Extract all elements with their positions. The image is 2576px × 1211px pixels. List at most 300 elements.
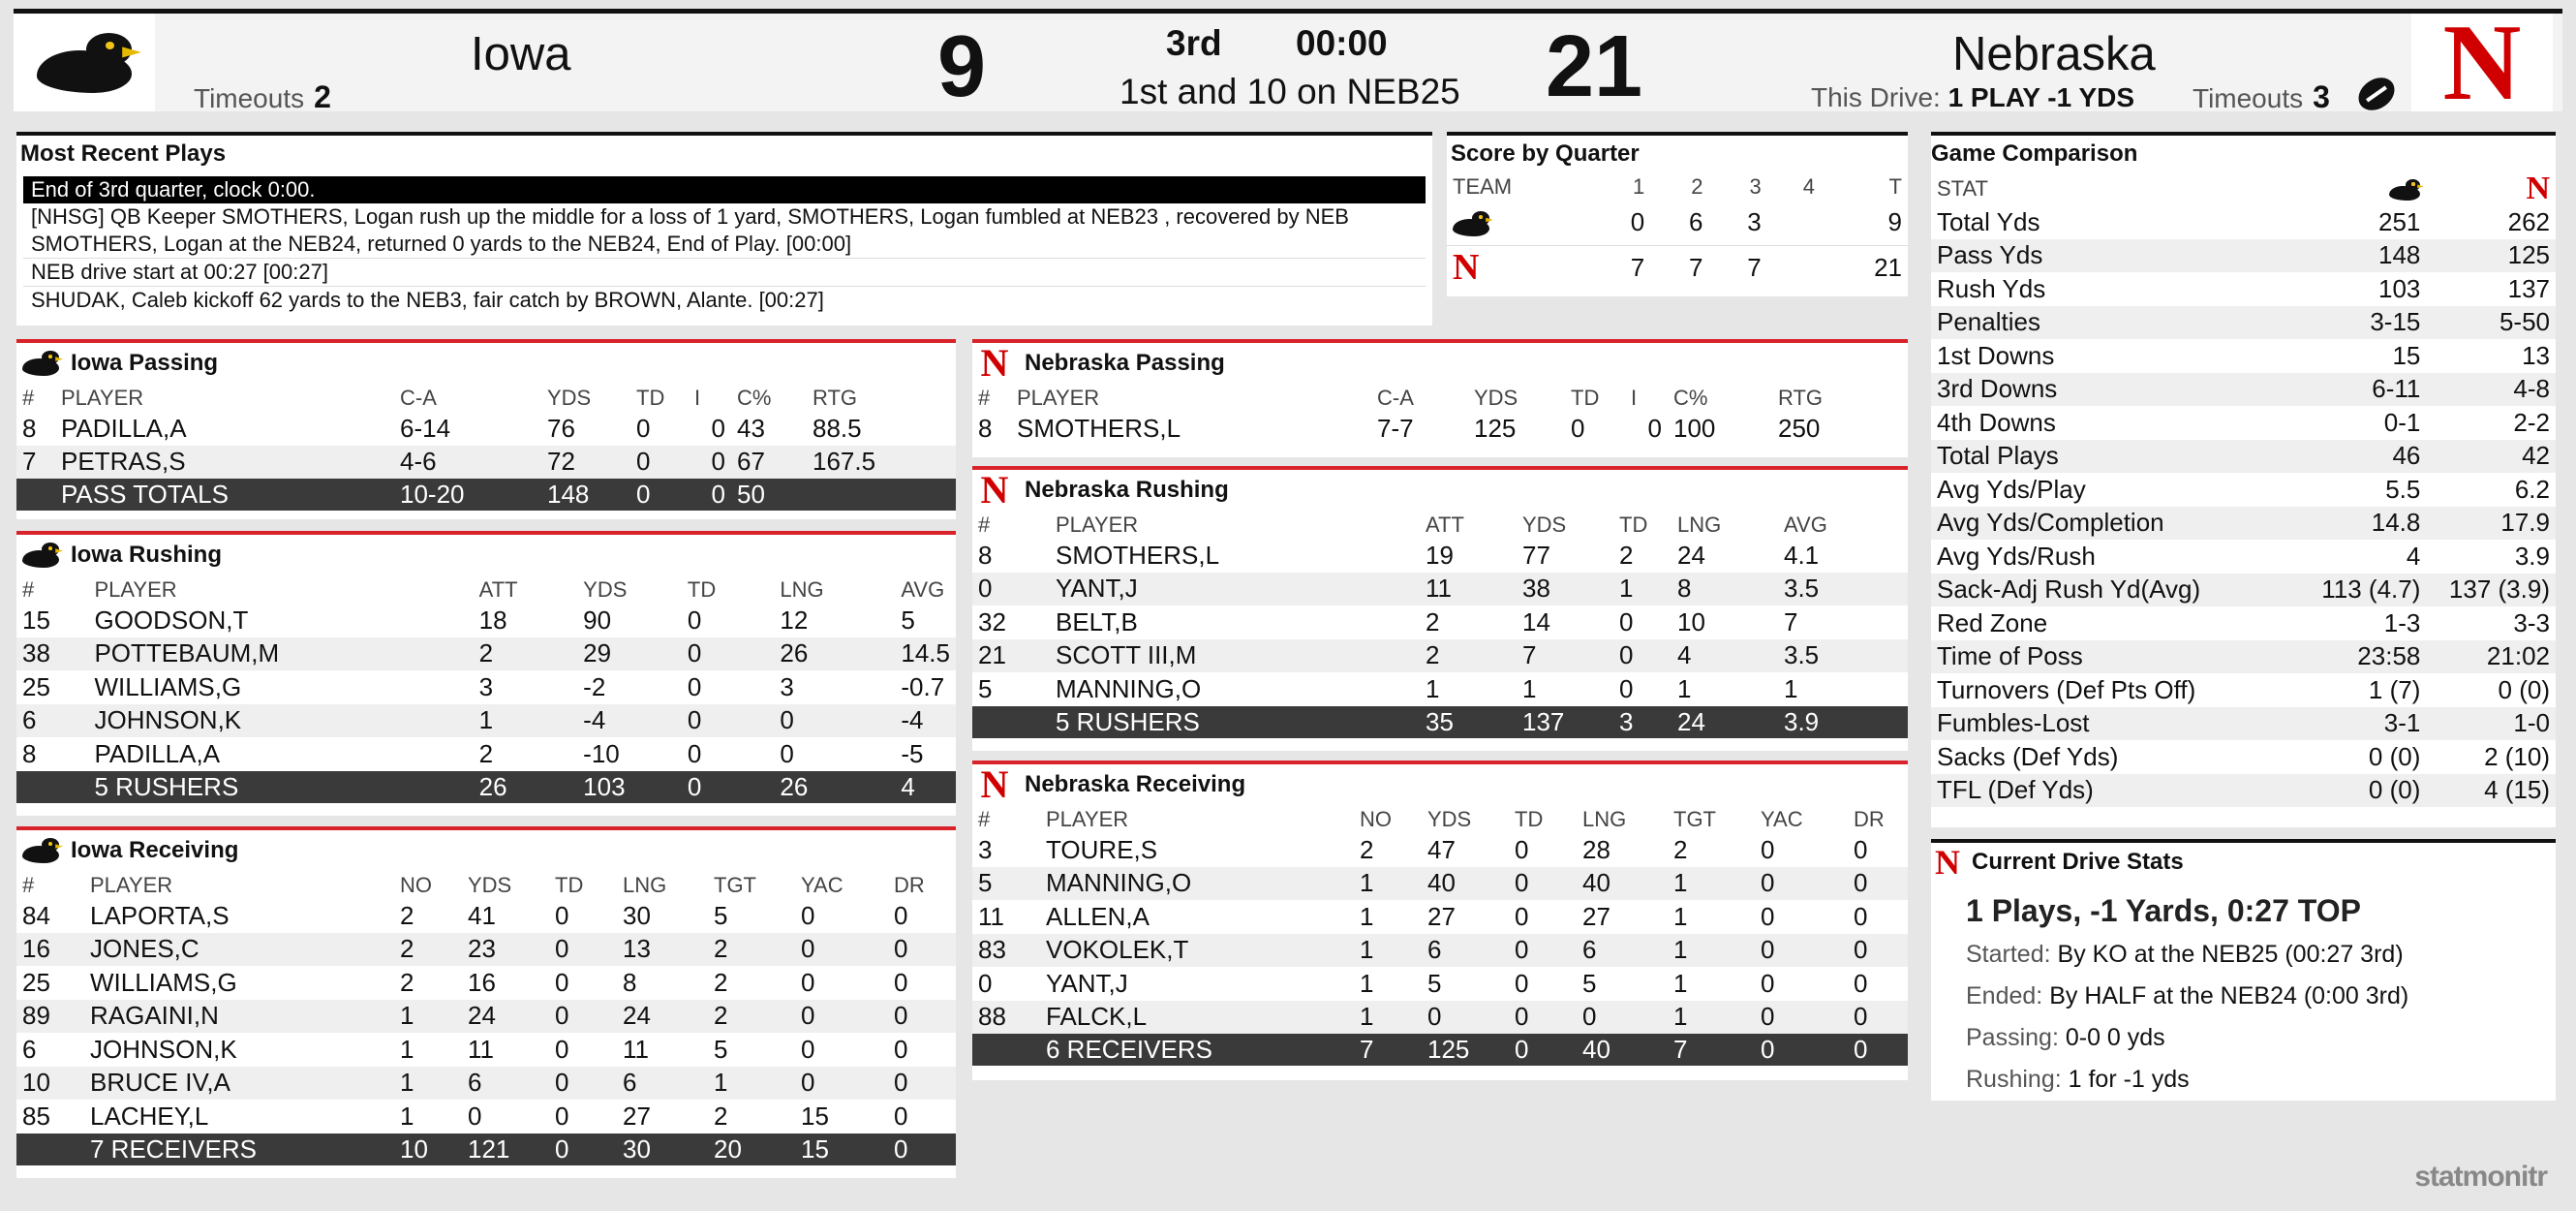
nebraska-value: 0 (0) <box>2498 674 2550 704</box>
this-drive: This Drive: 1 PLAY -1 YDS <box>1811 82 2135 112</box>
table-cell: 32 <box>978 606 1006 637</box>
table-cell: WILLIAMS,G <box>90 967 237 997</box>
table-cell: 0 <box>894 900 908 930</box>
neb-total: 21 <box>1874 252 1902 282</box>
table-cell: 6 <box>1582 935 1597 965</box>
totals-row <box>972 1034 1908 1066</box>
total-cell: 148 <box>541 479 630 511</box>
column-header: TGT <box>714 872 756 897</box>
comparison-row <box>1931 306 2556 340</box>
table-cell: -4 <box>901 705 924 735</box>
home-score: 9 <box>937 18 987 115</box>
table-cell: 76 <box>547 413 575 443</box>
comparison-row <box>1931 540 2556 574</box>
panel-title: Iowa Receiving <box>71 837 239 863</box>
total-cell: 0 <box>1509 1034 1577 1066</box>
table-cell: 4 <box>1677 640 1692 670</box>
panel-title: Nebraska Rushing <box>1025 477 1229 503</box>
table-cell: 2 <box>714 1001 728 1031</box>
table-cell: 88.5 <box>813 413 862 443</box>
play-item: End of 3rd quarter, clock 0:00. <box>23 176 1426 203</box>
iowa-rushing-header <box>16 535 956 575</box>
table-cell: 72 <box>547 447 575 477</box>
table-cell: 26 <box>780 638 809 668</box>
total-cell: 0 <box>1848 1034 1908 1066</box>
comparison-row <box>1931 774 2556 808</box>
table-cell: 0 <box>1619 606 1634 637</box>
table-cell: -10 <box>583 738 620 768</box>
column-header: LNG <box>1677 512 1722 537</box>
nebraska-n-icon: N <box>1935 843 1960 882</box>
table-cell: 7 <box>1784 606 1798 637</box>
table-cell: 15 <box>22 605 50 635</box>
table-cell: 0 <box>555 900 569 930</box>
table-cell: -0.7 <box>901 671 945 701</box>
table-row <box>16 1000 956 1034</box>
drive-rushing: Rushing: 1 for -1 yds <box>1966 1066 2190 1093</box>
table-cell: 0 <box>978 968 993 998</box>
comparison-row <box>1931 640 2556 674</box>
table-row <box>16 446 956 480</box>
table-cell: 84 <box>22 900 50 930</box>
table-cell: 11 <box>623 1034 649 1064</box>
table-cell: 0 <box>801 967 815 997</box>
away-team-name: Nebraska <box>1952 28 2156 80</box>
table-cell: 1 <box>1360 935 1374 965</box>
table-cell: 0 <box>894 1101 908 1131</box>
iowa-value: 0 (0) <box>2368 741 2421 771</box>
nebraska-team-cell <box>1447 245 1592 290</box>
table-cell: 0 <box>687 638 702 668</box>
nebraska-rushing-table <box>972 511 1908 738</box>
total-cell: 0 <box>689 479 731 511</box>
table-row <box>16 704 956 738</box>
table-cell: 250 <box>1778 413 1821 443</box>
table-cell: 5 <box>978 673 993 703</box>
table-cell: 4-6 <box>400 447 437 477</box>
nebraska-value: 5-50 <box>2499 307 2550 337</box>
nebraska-rushing-header <box>972 470 1908 511</box>
column-header: C-A <box>1377 385 1414 410</box>
table-cell: SCOTT III,M <box>1056 640 1197 670</box>
column-header: RTG <box>813 385 858 410</box>
nebraska-logo <box>2411 2 2553 123</box>
nebraska-passing-header <box>972 343 1908 384</box>
total-cell: 0 <box>1755 1034 1848 1066</box>
column-header: RTG <box>1778 385 1824 410</box>
stat-name: 4th Downs <box>1937 407 2056 437</box>
totals-row <box>972 706 1908 738</box>
column-header: # <box>978 806 991 831</box>
neb-q4 <box>1767 245 1821 290</box>
table-cell: PADILLA,A <box>61 413 187 443</box>
table-cell: 0 <box>711 447 725 477</box>
table-cell: 1 <box>1677 673 1692 703</box>
table-cell: ALLEN,A <box>1046 901 1150 931</box>
column-header: YDS <box>547 385 592 410</box>
column-header: TD <box>1571 385 1600 410</box>
total-cell: 50 <box>731 479 807 511</box>
table-cell: 0 <box>801 1034 815 1064</box>
iowa-value: 1-3 <box>2383 607 2421 637</box>
table-cell: 15 <box>801 1101 829 1131</box>
table-row <box>1447 245 1908 290</box>
table-cell: 2 <box>478 738 494 768</box>
column-header: TD <box>555 872 584 897</box>
table-cell: 3 <box>478 671 494 701</box>
score-by-quarter-title: Score by Quarter <box>1451 140 1640 167</box>
table-cell: 18 <box>478 605 507 635</box>
total-cell: 0 <box>630 479 689 511</box>
table-cell: 0 <box>468 1101 482 1131</box>
table-cell: 6 <box>22 705 37 735</box>
table-cell: 0 <box>1582 1002 1597 1032</box>
table-cell: 0 <box>801 1068 815 1098</box>
stat-name: Avg Yds/Completion <box>1937 508 2164 538</box>
table-cell: 0 <box>1427 1002 1442 1032</box>
table-cell: PADILLA,A <box>94 738 221 768</box>
total-cell: 5 RUSHERS <box>1050 706 1420 738</box>
home-team-name: Iowa <box>471 28 571 80</box>
panel-title: Iowa Passing <box>71 350 219 376</box>
table-cell: 8 <box>978 540 993 570</box>
nebraska-receiving-table <box>972 805 1908 1066</box>
nebraska-value: 4-8 <box>2513 374 2550 404</box>
total-cell: 125 <box>1422 1034 1509 1066</box>
nebraska-n-icon: N <box>980 341 1009 385</box>
total-cell: 15 <box>795 1133 888 1165</box>
column-header: # <box>978 385 991 410</box>
table-row <box>16 1100 956 1133</box>
panel-title: Current Drive Stats <box>1972 849 2184 875</box>
table-cell: 0 <box>1761 1002 1775 1032</box>
table-cell: 0 <box>555 1101 569 1131</box>
iowa-value: 15 <box>2392 340 2421 370</box>
table-cell: 40 <box>1582 868 1610 898</box>
column-header: # <box>22 576 35 602</box>
total-cell: 121 <box>462 1133 549 1165</box>
totals-row <box>16 1133 956 1165</box>
column-header: PLAYER <box>61 385 144 410</box>
total-cell: PASS TOTALS <box>55 479 394 511</box>
col-q1: 1 <box>1633 173 1645 199</box>
total-cell <box>972 1034 1040 1066</box>
table-cell: MANNING,O <box>1056 673 1202 703</box>
nebraska-value: 4 (15) <box>2484 775 2550 805</box>
table-row <box>972 867 1908 901</box>
total-cell <box>972 706 1050 738</box>
total-cell: 5 RUSHERS <box>88 771 473 803</box>
nebraska-receiving-panel <box>972 761 1908 1080</box>
nebraska-n-icon: N <box>1453 247 1480 289</box>
iowa-passing-panel <box>16 339 956 519</box>
table-cell: 0 <box>1854 901 1868 931</box>
stat-name: Sack-Adj Rush Yd(Avg) <box>1937 574 2201 605</box>
table-cell: -4 <box>583 705 606 735</box>
table-cell: 10 <box>22 1068 50 1098</box>
drive-passing: Passing: 0-0 0 yds <box>1966 1024 2165 1051</box>
score-by-quarter-table <box>1447 172 1908 290</box>
stat-name: Turnovers (Def Pts Off) <box>1937 674 2196 704</box>
table-cell: 1 <box>1360 901 1374 931</box>
iowa-value: 6-11 <box>2372 374 2421 404</box>
total-cell: 0 <box>888 1133 956 1165</box>
away-timeouts: Timeouts 3 <box>2193 79 2330 114</box>
column-header: YDS <box>1427 806 1472 831</box>
column-header: NO <box>1360 806 1392 831</box>
total-cell: 26 <box>474 771 577 803</box>
stat-name: Penalties <box>1937 307 2040 337</box>
table-row <box>972 573 1908 606</box>
table-cell: 0 <box>1515 901 1529 931</box>
possession-football-icon <box>2352 71 2401 117</box>
recent-plays-panel <box>16 132 1432 326</box>
table-cell: 6 <box>468 1068 482 1098</box>
table-cell: 4.1 <box>1784 540 1820 570</box>
table-cell: 0 <box>1761 868 1775 898</box>
iowa-q3: 3 <box>1709 201 1767 245</box>
table-cell: 1 <box>1522 673 1537 703</box>
statmonitr-watermark: statmonitr <box>2414 1161 2547 1193</box>
table-cell: 28 <box>1582 834 1610 864</box>
hawkeye-icon <box>37 33 132 93</box>
table-cell: 24 <box>1677 540 1705 570</box>
panel-title: Iowa Rushing <box>71 542 222 568</box>
table-cell: 1 <box>1619 574 1634 604</box>
total-cell: 20 <box>708 1133 795 1165</box>
hawkeye-icon <box>1453 211 1489 236</box>
drive-ended: Ended: By HALF at the NEB24 (0:00 3rd) <box>1966 982 2409 1009</box>
nebraska-value: 3.9 <box>2514 541 2550 571</box>
table-cell: SMOTHERS,L <box>1056 540 1220 570</box>
table-cell: 1 <box>1673 968 1688 998</box>
table-cell: JONES,C <box>90 934 199 964</box>
table-cell: BELT,B <box>1056 606 1138 637</box>
table-cell: 0 <box>555 1068 569 1098</box>
table-cell: 0 <box>894 1001 908 1031</box>
table-row <box>972 412 1908 446</box>
total-cell: 7 <box>1668 1034 1755 1066</box>
column-header: C% <box>737 385 772 410</box>
total-cell <box>807 479 956 511</box>
stat-name: Time of Poss <box>1937 641 2083 671</box>
comparison-row <box>1931 440 2556 474</box>
iowa-value: 3-15 <box>2370 307 2421 337</box>
table-cell: POTTEBAUM,M <box>94 638 280 668</box>
table-cell: 1 <box>1673 868 1688 898</box>
quarter: 3rd <box>1166 23 1222 63</box>
table-cell: -5 <box>901 738 924 768</box>
stat-name: 1st Downs <box>1937 340 2055 370</box>
game-comparison-table <box>1931 172 2556 807</box>
game-comparison-panel <box>1931 132 2556 827</box>
nebraska-value: 262 <box>2507 206 2550 236</box>
table-cell: YANT,J <box>1046 968 1128 998</box>
nebraska-rushing-panel <box>972 466 1908 751</box>
iowa-value: 5.5 <box>2385 474 2421 504</box>
table-cell: 7 <box>1522 640 1537 670</box>
iowa-q1: 0 <box>1592 201 1650 245</box>
iowa-value: 0 (0) <box>2368 775 2421 805</box>
table-cell: 0 <box>1854 868 1868 898</box>
scoreboard-header <box>14 2 2562 123</box>
score-by-quarter-panel <box>1447 132 1908 296</box>
table-row <box>972 833 1908 867</box>
table-cell: 0 <box>555 1001 569 1031</box>
totals-row <box>16 771 956 803</box>
iowa-value: 251 <box>2377 206 2421 236</box>
nebraska-value: 137 (3.9) <box>2448 574 2550 605</box>
column-header: C% <box>1673 385 1708 410</box>
table-cell: 125 <box>1474 413 1517 443</box>
table-cell: 0 <box>1761 834 1775 864</box>
total-cell: 3.9 <box>1778 706 1908 738</box>
comparison-row <box>1931 606 2556 640</box>
nebraska-n-icon: N <box>980 468 1009 512</box>
neb-q2: 7 <box>1689 252 1703 282</box>
iowa-q4 <box>1767 201 1821 245</box>
comparison-row <box>1931 406 2556 440</box>
total-cell: 0 <box>549 1133 617 1165</box>
table-cell: BRUCE IV,A <box>90 1068 230 1098</box>
table-cell: GOODSON,T <box>94 605 249 635</box>
nebraska-receiving-header <box>972 764 1908 805</box>
table-cell: 83 <box>978 935 1006 965</box>
nebraska-n-icon: N <box>980 762 1009 806</box>
iowa-value: 113 (4.7) <box>2321 574 2421 605</box>
total-cell: 137 <box>1517 706 1613 738</box>
nebraska-value: 125 <box>2507 240 2550 270</box>
column-header: TD <box>1619 512 1648 537</box>
iowa-receiving-table <box>16 871 956 1165</box>
table-cell: 0 <box>636 447 651 477</box>
table-cell: 43 <box>737 413 765 443</box>
hawkeye-icon <box>22 838 59 863</box>
total-cell: 7 RECEIVERS <box>84 1133 394 1165</box>
col-team: TEAM <box>1453 173 1513 199</box>
total-cell: 30 <box>617 1133 708 1165</box>
hawkeye-icon <box>22 351 59 376</box>
table-cell: 19 <box>1426 540 1454 570</box>
table-cell: 0 <box>1854 834 1868 864</box>
column-header: AVG <box>901 576 945 602</box>
table-cell: YANT,J <box>1056 574 1138 604</box>
col-q2: 2 <box>1691 173 1703 199</box>
table-cell: 0 <box>555 967 569 997</box>
table-row <box>16 670 956 704</box>
column-header: ATT <box>1426 512 1464 537</box>
total-cell: 7 <box>1354 1034 1422 1066</box>
total-cell: 26 <box>774 771 895 803</box>
iowa-receiving-panel <box>16 826 956 1178</box>
column-header: YAC <box>801 872 843 897</box>
table-cell: 2 <box>400 934 414 964</box>
total-cell <box>16 1133 84 1165</box>
total-cell: 4 <box>895 771 956 803</box>
table-cell: 7 <box>22 447 37 477</box>
panel-title: Nebraska Receiving <box>1025 771 1246 797</box>
table-cell: 0 <box>1761 901 1775 931</box>
table-cell: 0 <box>711 413 725 443</box>
column-header: LNG <box>623 872 667 897</box>
table-cell: 1 <box>1673 901 1688 931</box>
iowa-receiving-header <box>16 830 956 871</box>
nebraska-passing-table <box>972 384 1908 446</box>
column-header: YDS <box>468 872 512 897</box>
column-header: LNG <box>780 576 824 602</box>
column-header: LNG <box>1582 806 1627 831</box>
stat-name: Fumbles-Lost <box>1937 708 2090 738</box>
table-cell: 0 <box>687 738 702 768</box>
table-cell: 0 <box>978 574 993 604</box>
column-header: NO <box>400 872 432 897</box>
table-cell: -2 <box>583 671 606 701</box>
column-header: I <box>694 385 701 410</box>
play-item: [NHSG] QB Keeper SMOTHERS, Logan rush up the middle for a loss of 1 yard, SMOTHERS, Logan fumbled at NEB23 , recovered by NEB SMOTHERS, Logan at the NEB24, returned 0 yards to the NEB24, End of Play. [00:00] <box>23 203 1426 259</box>
table-cell: 6 <box>1427 935 1442 965</box>
table-cell: 89 <box>22 1001 50 1031</box>
stat-name: Avg Yds/Play <box>1937 474 2086 504</box>
drive-summary: 1 Plays, -1 Yards, 0:27 TOP <box>1966 893 2361 928</box>
table-cell: 27 <box>1582 901 1610 931</box>
table-row <box>16 1067 956 1101</box>
column-header: YDS <box>1474 385 1518 410</box>
comparison-row <box>1931 239 2556 273</box>
table-cell: 6-14 <box>400 413 451 443</box>
play-item: NEB drive start at 00:27 [00:27] <box>23 259 1426 287</box>
column-header: DR <box>894 872 925 897</box>
table-cell: LAPORTA,S <box>90 900 230 930</box>
stat-name: TFL (Def Yds) <box>1937 775 2094 805</box>
table-cell: 30 <box>623 900 651 930</box>
table-row <box>972 967 1908 1001</box>
table-cell: 1 <box>400 1101 414 1131</box>
column-header: AVG <box>1784 512 1827 537</box>
table-row <box>972 672 1908 706</box>
table-cell: 85 <box>22 1101 50 1131</box>
column-header: C-A <box>400 385 437 410</box>
table-cell: 21 <box>978 640 1006 670</box>
stat-name: Avg Yds/Rush <box>1937 541 2096 571</box>
table-cell: MANNING,O <box>1046 868 1192 898</box>
table-row <box>972 639 1908 673</box>
table-cell: 1 <box>1360 868 1374 898</box>
iowa-value: 23:58 <box>2357 641 2421 671</box>
col-total: T <box>1888 173 1902 199</box>
nebraska-value: 2 (10) <box>2484 741 2550 771</box>
neb-q1: 7 <box>1630 252 1645 282</box>
table-cell: 0 <box>1619 640 1634 670</box>
column-header: DR <box>1854 806 1885 831</box>
table-cell: 1 <box>1360 968 1374 998</box>
stat-name: Rush Yds <box>1937 273 2046 303</box>
table-cell: 5 <box>714 1034 728 1064</box>
table-cell: 11 <box>468 1034 494 1064</box>
col-nebraska <box>2426 172 2556 205</box>
table-cell: 29 <box>583 638 612 668</box>
table-cell: 3 <box>780 671 794 701</box>
table-cell: 3 <box>978 834 993 864</box>
table-cell: 1 <box>714 1068 728 1098</box>
table-cell: 1 <box>478 705 494 735</box>
nebraska-value: 42 <box>2522 441 2550 471</box>
table-cell: 67 <box>737 447 765 477</box>
table-cell: 8 <box>1677 574 1692 604</box>
iowa-value: 0-1 <box>2383 407 2421 437</box>
table-cell: 88 <box>978 1002 1006 1032</box>
total-cell: 0 <box>682 771 775 803</box>
iowa-value: 46 <box>2392 441 2421 471</box>
